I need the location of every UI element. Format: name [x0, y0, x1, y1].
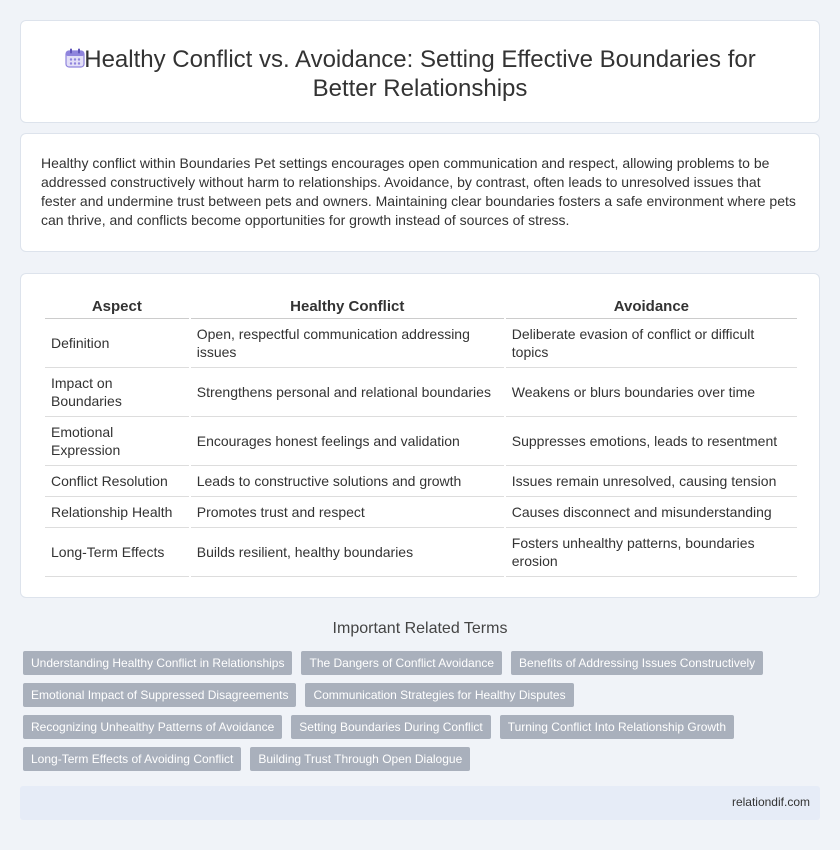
table-header-row [45, 295, 797, 319]
row-aspect: Impact on Boundaries [45, 368, 189, 417]
table-row [45, 417, 797, 466]
page-title: Healthy Conflict vs. Avoidance: Setting Effective Boundaries for Better Relationships [84, 46, 756, 102]
related-term-tag[interactable]: Setting Boundaries During Conflict [291, 715, 490, 739]
related-term-tag[interactable]: Building Trust Through Open Dialogue [250, 747, 470, 771]
row-aspect: Conflict Resolution [45, 466, 189, 497]
column-header-aspect: Aspect [45, 295, 189, 319]
row-aspect: Definition [45, 319, 189, 368]
column-header-healthy-conflict: Healthy Conflict [191, 295, 504, 319]
row-avoidance: Causes disconnect and misunderstanding [506, 497, 797, 528]
comparison-card [20, 273, 820, 598]
table-row [45, 319, 797, 368]
related-term-tag[interactable]: Benefits of Addressing Issues Constructively [511, 651, 763, 675]
related-term-tag[interactable]: Recognizing Unhealthy Patterns of Avoidance [23, 715, 282, 739]
footer-site-link[interactable]: relationdif.com [731, 795, 810, 809]
related-terms-list [23, 651, 823, 779]
row-healthy-conflict: Builds resilient, healthy boundaries [191, 528, 504, 577]
related-term-tag[interactable]: The Dangers of Conflict Avoidance [301, 651, 502, 675]
header-card [20, 20, 820, 123]
row-avoidance: Weakens or blurs boundaries over time [506, 368, 797, 417]
related-term-tag[interactable]: Emotional Impact of Suppressed Disagreements [23, 683, 296, 707]
row-healthy-conflict: Promotes trust and respect [191, 497, 504, 528]
row-aspect: Emotional Expression [45, 417, 189, 466]
table-row [45, 528, 797, 577]
row-healthy-conflict: Leads to constructive solutions and growth [191, 466, 504, 497]
intro-paragraph: Healthy conflict within Boundaries Pet settings encourages open communication and respect, allowing problems to be addressed constructively without harm to relationships. Avoidance, by contrast, often leads to unresolved issues that fester and undermine trust between pets and owners. Maintaining clear boundaries fosters a safe environment where pets can thrive, and conflicts become opportunities for growth instead of sources of stress. [41, 155, 796, 228]
table-row [45, 497, 797, 528]
related-term-tag[interactable]: Long-Term Effects of Avoiding Conflict [23, 747, 241, 771]
row-aspect: Long-Term Effects [45, 528, 189, 577]
row-healthy-conflict: Encourages honest feelings and validation [191, 417, 504, 466]
intro-card [20, 133, 820, 252]
footer [20, 786, 820, 820]
table-row [45, 466, 797, 497]
related-term-tag[interactable]: Communication Strategies for Healthy Disputes [305, 683, 573, 707]
row-avoidance: Suppresses emotions, leads to resentment [506, 417, 797, 466]
related-term-tag[interactable]: Understanding Healthy Conflict in Relationships [23, 651, 292, 675]
row-avoidance: Deliberate evasion of conflict or difficult topics [506, 319, 797, 368]
row-avoidance: Issues remain unresolved, causing tension [506, 466, 797, 497]
row-avoidance: Fosters unhealthy patterns, boundaries erosion [506, 528, 797, 577]
related-terms-title: Important Related Terms [332, 620, 508, 637]
row-healthy-conflict: Open, respectful communication addressing issues [191, 319, 504, 368]
comparison-table [43, 295, 799, 577]
row-healthy-conflict: Strengthens personal and relational boundaries [191, 368, 504, 417]
row-aspect: Relationship Health [45, 497, 189, 528]
related-term-tag[interactable]: Turning Conflict Into Relationship Growth [500, 715, 734, 739]
table-row [45, 368, 797, 417]
column-header-avoidance: Avoidance [506, 295, 797, 319]
